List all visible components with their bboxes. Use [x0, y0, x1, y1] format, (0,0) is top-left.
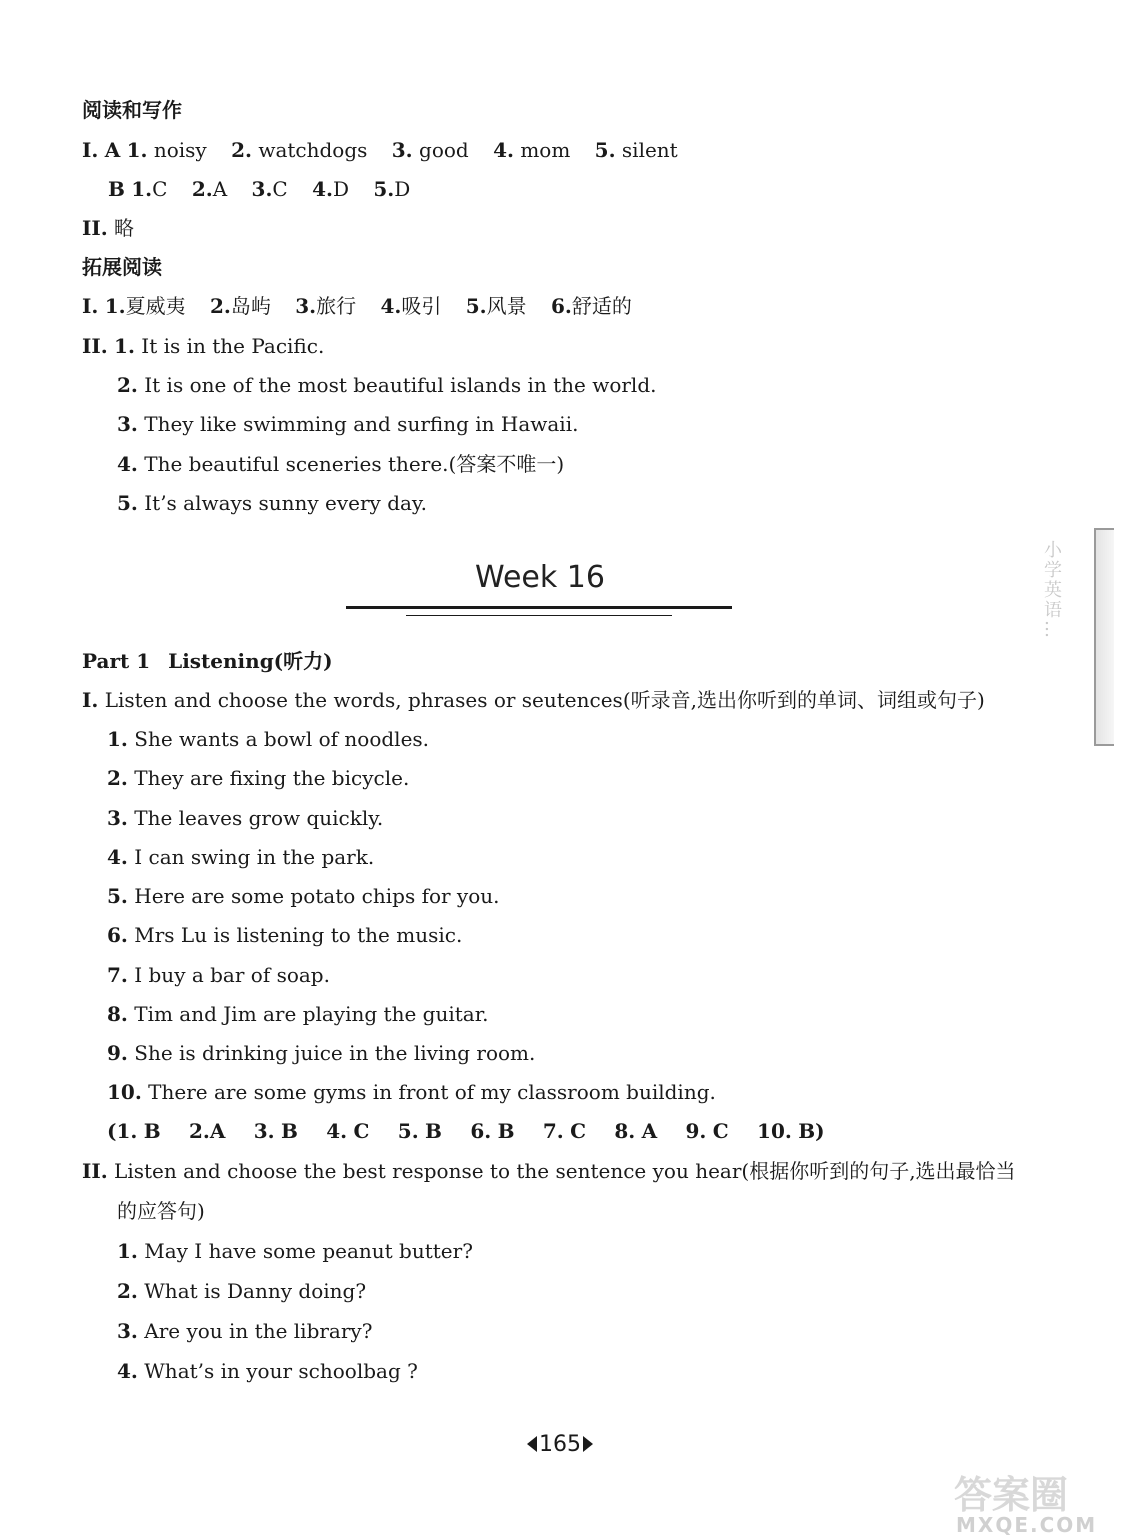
item-number: 3. [253, 1119, 275, 1143]
instruction-q2-line2 [117, 1198, 205, 1224]
week-title: Week 16 [475, 560, 605, 595]
item-number: 9. [685, 1119, 707, 1143]
answer-text: 风景 [486, 294, 527, 318]
script-q2-line-4 [117, 1358, 418, 1384]
watermark-top-text: 答案圈 [954, 1473, 1069, 1517]
answer-text: D [394, 177, 411, 201]
script-line-1 [107, 726, 429, 752]
script-line-2 [107, 765, 409, 791]
script-text: She wants a bowl of noodles. [134, 727, 430, 751]
answer-text: It’s always sunny every day. [144, 491, 427, 515]
item-number: 6. [107, 923, 128, 947]
question-label: I. [82, 294, 99, 318]
answer-text: watchdogs [258, 138, 368, 162]
item-number: 4. [312, 177, 333, 201]
item-number: 2. [107, 766, 128, 790]
item-number: 5. [107, 884, 128, 908]
item-number: 3. [391, 138, 413, 162]
item-number: 1. [104, 294, 126, 318]
item-number: 2. [117, 1279, 138, 1303]
script-text: What’s in your schoolbag ? [144, 1359, 418, 1383]
section-heading-reading-writing: 阅读和写作 [82, 98, 182, 122]
subpart-label: A [104, 138, 121, 162]
answer-key-q1 [107, 1118, 825, 1144]
arrow-left-icon [527, 1436, 537, 1452]
answer-letter: B) [798, 1119, 825, 1143]
page-number [500, 1432, 620, 1457]
answer-text: noisy [153, 138, 207, 162]
answer-text: It is one of the most beautiful islands in the world. [144, 373, 657, 397]
item-number: 7. [542, 1119, 564, 1143]
script-text: May I have some peanut butter? [144, 1239, 473, 1263]
item-number: 3. [251, 177, 273, 201]
item-number: 2. [231, 138, 252, 162]
subpart-label: B [108, 177, 125, 201]
script-text: Tim and Jim are playing the guitar. [134, 1002, 489, 1026]
item-number: 5. [397, 1119, 419, 1143]
answer-text: silent [621, 138, 678, 162]
answer-text: D [332, 177, 350, 201]
watermark-bottom-text: MXQE.COM [956, 1513, 1098, 1536]
part-title: Listening(听力) [168, 649, 333, 673]
item-number: (1. [107, 1119, 138, 1143]
answer-line-q2-3 [117, 411, 578, 437]
answer-text: 略 [114, 216, 135, 240]
question-label: II. [82, 216, 108, 240]
question-label: II. [82, 1159, 108, 1183]
answer-text: 夏威夷 [125, 294, 186, 318]
item-number: 1. [131, 177, 153, 201]
answer-letter: C [570, 1119, 586, 1143]
instruction-q2-line1 [82, 1158, 1016, 1184]
answer-line-vocab [82, 293, 632, 319]
script-line-3 [107, 805, 383, 831]
item-number: 4. [107, 845, 128, 869]
instruction-text: Listen and choose the best response to the sentence you hear(根据你听到的句子,选出最恰当 [114, 1159, 1016, 1183]
script-text: She is drinking juice in the living room. [134, 1041, 536, 1065]
item-number: 4. [117, 452, 138, 476]
title-underline-thin [406, 615, 672, 616]
script-text: Mrs Lu is listening to the music. [134, 923, 463, 947]
section-heading-extended-reading: 拓展阅读 [82, 255, 162, 279]
item-number: 1. [117, 1239, 138, 1263]
arrow-right-icon [583, 1436, 593, 1452]
answer-line-q2-4 [117, 451, 564, 477]
script-line-6 [107, 922, 462, 948]
answer-letter: C [353, 1119, 370, 1143]
script-q2-line-2 [117, 1278, 366, 1304]
item-number: 2. [209, 294, 231, 318]
answer-text: good [419, 138, 469, 162]
item-number: 3. [117, 412, 138, 436]
answer-letter: B [281, 1119, 298, 1143]
question-label: I. [82, 688, 99, 712]
script-line-7 [107, 962, 330, 988]
script-text: Are you in the library? [144, 1319, 373, 1343]
item-number: 7. [107, 963, 128, 987]
item-number: 4. [326, 1119, 348, 1143]
answer-line-2 [82, 215, 134, 241]
instruction-text: 的应答句) [117, 1199, 205, 1223]
item-number: 4. [117, 1359, 138, 1383]
part-heading [82, 648, 333, 674]
answer-text: The beautiful sceneries there.(答案不唯一) [144, 452, 565, 476]
side-tab [1094, 528, 1114, 746]
script-text: Here are some potato chips for you. [134, 884, 500, 908]
item-number: 8. [614, 1119, 636, 1143]
page-number-text: 165 [539, 1432, 581, 1457]
answer-letter: C [712, 1119, 729, 1143]
item-number: 5. [465, 294, 487, 318]
answer-letter: A [641, 1119, 658, 1143]
instruction-text: Listen and choose the words, phrases or seutences(听录音,选出你听到的单词、词组或句子) [104, 688, 985, 712]
item-number: 4. [493, 138, 514, 162]
answer-letter: B [143, 1119, 161, 1143]
part-label: Part 1 [82, 649, 151, 673]
script-line-9 [107, 1040, 535, 1066]
script-line-10 [107, 1079, 716, 1105]
side-tab-text: 小学英语… [1041, 540, 1062, 640]
item-number: 3. [117, 1319, 138, 1343]
item-number: 9. [107, 1041, 128, 1065]
item-number: 2. [188, 1119, 210, 1143]
answer-line-1a [82, 137, 678, 163]
question-label: I. [82, 138, 99, 162]
watermark-logo [930, 1468, 1120, 1536]
item-number: 1. [126, 138, 148, 162]
item-number: 5. [373, 177, 395, 201]
script-text: I can swing in the park. [134, 845, 375, 869]
item-number: 2. [117, 373, 138, 397]
item-number: 5. [594, 138, 616, 162]
item-number: 1. [114, 334, 135, 358]
script-q2-line-3 [117, 1318, 372, 1344]
item-number: 8. [107, 1002, 128, 1026]
answer-text: It is in the Pacific. [141, 334, 325, 358]
answer-text: 岛屿 [230, 294, 271, 318]
script-text: They are fixing the bicycle. [134, 766, 410, 790]
item-number: 5. [117, 491, 138, 515]
answer-text: C [272, 177, 288, 201]
script-text: There are some gyms in front of my classroom building. [148, 1080, 716, 1104]
question-label: II. [82, 334, 108, 358]
answer-text: 旅行 [316, 294, 357, 318]
script-text: The leaves grow quickly. [134, 806, 384, 830]
answer-line-q2-2 [117, 372, 656, 398]
answer-text: 吸引 [401, 294, 442, 318]
title-underline-thick [346, 606, 732, 609]
answer-line-q2-1 [82, 333, 324, 359]
item-number: 10. [757, 1119, 792, 1143]
item-number: 4. [380, 294, 402, 318]
answer-letter: B [425, 1119, 442, 1143]
script-line-4 [107, 844, 374, 870]
answer-text: C [152, 177, 168, 201]
script-text: I buy a bar of soap. [134, 963, 330, 987]
answer-letter: A [209, 1119, 226, 1143]
item-number: 1. [107, 727, 128, 751]
script-line-8 [107, 1001, 488, 1027]
answer-text: 舒适的 [571, 294, 632, 318]
script-text: What is Danny doing? [144, 1279, 367, 1303]
item-number: 3. [107, 806, 128, 830]
answer-line-1b [108, 176, 410, 202]
answer-text: mom [520, 138, 571, 162]
item-number: 6. [470, 1119, 492, 1143]
answer-text: They like swimming and surfing in Hawaii. [144, 412, 579, 436]
answer-letter: B [497, 1119, 515, 1143]
script-line-5 [107, 883, 500, 909]
instruction-q1 [82, 687, 985, 713]
item-number: 3. [295, 294, 317, 318]
answer-text: A [212, 177, 228, 201]
script-q2-line-1 [117, 1238, 473, 1264]
item-number: 6. [550, 294, 572, 318]
answer-line-q2-5 [117, 490, 427, 516]
item-number: 2. [191, 177, 213, 201]
item-number: 10. [107, 1080, 142, 1104]
